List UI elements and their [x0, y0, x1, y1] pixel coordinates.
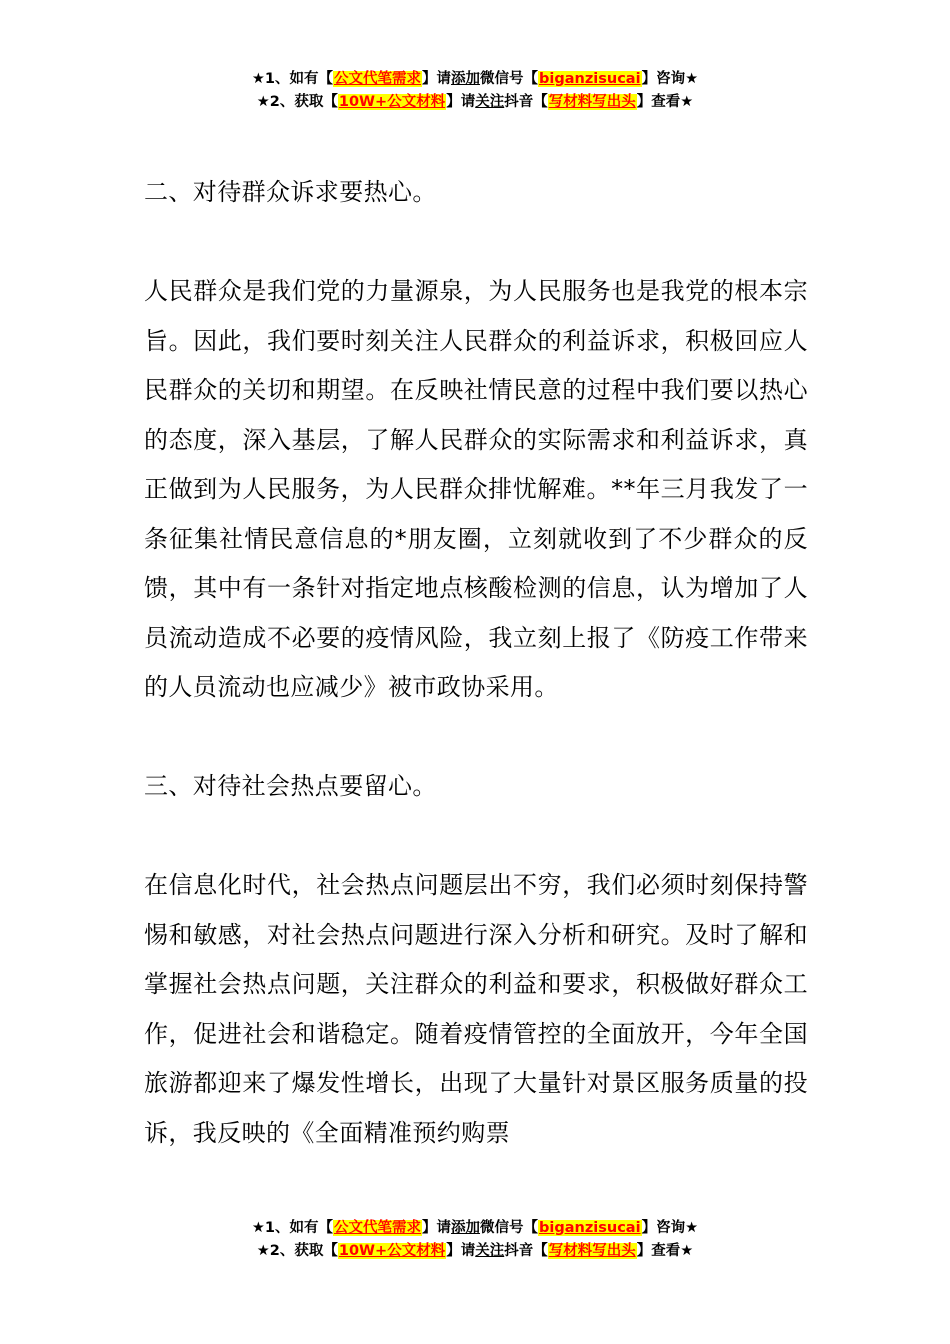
banner-text: 抖音【 [504, 1243, 548, 1259]
banner-text: 】咨询★ [641, 71, 699, 87]
banner-highlight: 公文代笔需求 [334, 71, 422, 87]
banner-line-1 [0, 68, 950, 91]
paragraph-3: 在信息化时代，社会热点问题层出不穷，我们必须时刻保持警惕和敏感，对社会热点问题进行深入分析和研究。及时了解和掌握社会热点问题，关注群众的利益和要求，积极做好群众工作，促进社会和谐稳定。随着疫情管控的全面放开，今年全国旅游都迎来了爆发性增长，出现了大量针对景区服务质量的投诉，我反映的《全面精准预约购票 [144, 871, 808, 1147]
banner-text: 微信号【 [480, 1220, 539, 1236]
banner-text: ★1、如有【 [251, 1220, 334, 1236]
bottom-banner [0, 1217, 950, 1263]
banner-text: 】查看★ [636, 1243, 694, 1259]
banner-text: 微信号【 [480, 71, 539, 87]
banner-highlight: 公文代笔需求 [334, 1220, 422, 1236]
banner-emphasis: 关注 [475, 1243, 505, 1259]
banner-text: 】请 [422, 71, 452, 87]
banner-text: 抖音【 [504, 94, 548, 110]
banner-highlight: 10W+公文材料 [338, 94, 446, 110]
banner-line-1 [0, 1217, 950, 1240]
section-heading-2: 二、对待群众诉求要热心。 [144, 178, 437, 206]
paragraph-gap [144, 713, 808, 763]
document-body [144, 168, 808, 1158]
banner-text: 】请 [446, 94, 476, 110]
banner-emphasis: 添加 [451, 1220, 481, 1236]
top-banner [0, 68, 950, 114]
paragraph-gap [144, 812, 808, 862]
banner-highlight: biganzisucai [539, 1220, 641, 1236]
banner-text: ★2、获取【 [256, 1243, 338, 1259]
banner-highlight: biganzisucai [539, 71, 641, 87]
banner-text: ★1、如有【 [251, 71, 334, 87]
banner-emphasis: 添加 [451, 71, 481, 87]
banner-highlight: 写材料写出头 [548, 1243, 636, 1259]
banner-text: 】咨询★ [641, 1220, 699, 1236]
banner-line-2 [0, 91, 950, 114]
banner-highlight: 写材料写出头 [548, 94, 636, 110]
banner-line-2 [0, 1240, 950, 1263]
section-heading-3: 三、对待社会热点要留心。 [144, 772, 437, 800]
banner-highlight: 10W+公文材料 [338, 1243, 446, 1259]
banner-text: ★2、获取【 [256, 94, 338, 110]
banner-text: 】查看★ [636, 94, 694, 110]
banner-text: 】请 [422, 1220, 452, 1236]
banner-emphasis: 关注 [475, 94, 505, 110]
paragraph-gap [144, 218, 808, 268]
paragraph-2: 人民群众是我们党的力量源泉，为人民服务也是我党的根本宗旨。因此，我们要时刻关注人民群众的利益诉求，积极回应人民群众的关切和期望。在反映社情民意的过程中我们要以热心的态度，深入基层，了解人民群众的实际需求和利益诉求，真正做到为人民服务，为人民群众排忧解难。**年三月我发了一条征集社情民意信息的*朋友圈，立刻就收到了不少群众的反馈，其中有一条针对指定地点核酸检测的信息，认为增加了人员流动造成不必要的疫情风险，我立刻上报了《防疫工作带来的人员流动也应减少》被市政协采用。 [144, 277, 808, 701]
banner-text: 】请 [446, 1243, 476, 1259]
